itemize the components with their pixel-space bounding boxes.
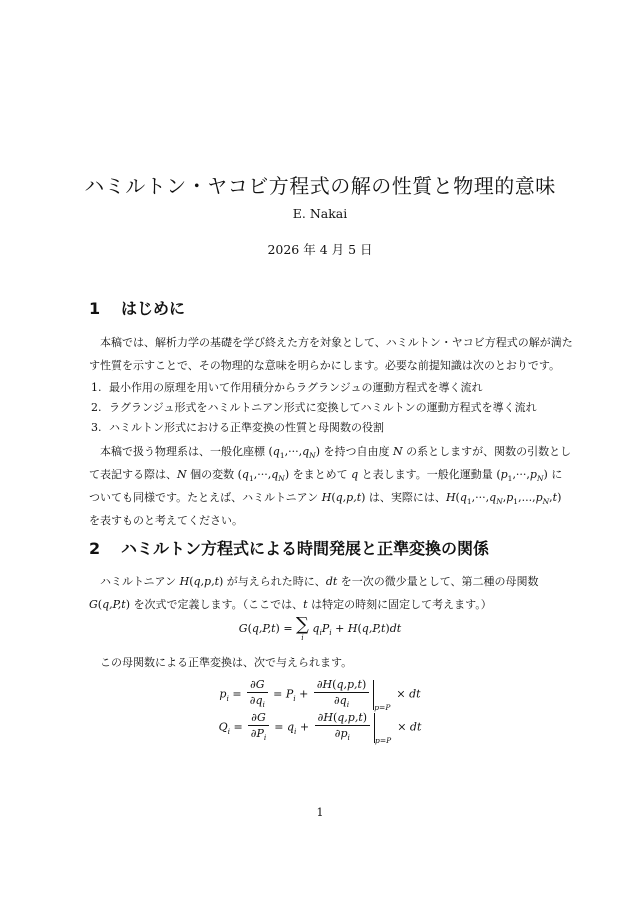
list-item: 1. 最小作用の原理を用いて作用積分からラグランジュの運動方程式を導く流れ xyxy=(91,381,483,394)
list-item: 3. ハミルトン形式における正準変換の性質と母関数の役割 xyxy=(91,421,384,434)
section-title: ハミルトン方程式による時間発展と正準変換の関係 xyxy=(121,539,490,558)
summation-symbol: ∑ i xyxy=(296,614,309,642)
paragraph-line: ハミルトニアン H(q,p,t) が与えられた時に、dt を一次の微少量として、第二種の母関数 xyxy=(100,575,539,588)
paragraph-line: 本稿では、解析力学の基礎を学び終えた方を対象として、ハミルトン・ヤコビ方程式の解が満た xyxy=(100,336,573,349)
paragraph-line: を表すものと考えてください。 xyxy=(89,514,243,527)
section-1-intro xyxy=(89,331,573,377)
section-title: はじめに xyxy=(121,299,186,318)
paper-date: 2026 年 4 月 5 日 xyxy=(267,242,373,257)
author-name: E. Nakai xyxy=(292,206,348,221)
equation-p-transform: $p_i$ = $\frac{\partial G}{\partial q_i}$ = $P_i$ + $\frac{\partial H(q,p,t)}{\partial q_i}$ $_{p=P}$× dt xyxy=(219,678,421,712)
equation-generating-function: G(q,P,t) = ∑ i $q_iP_i + H(q,P,t)dt$ xyxy=(238,614,402,642)
paragraph-line: G(q,P,t) を次式で定義します。（ここでは、t は特定の時刻に固定して考えます。） xyxy=(89,598,492,611)
section-number: 1 xyxy=(89,299,101,318)
section-2-heading xyxy=(89,536,489,559)
paragraph-line: す性質を示すことで、その物理的な意味を明らかにします。必要な前提知識は次のとおりです。 xyxy=(89,359,561,372)
paragraph-line: 本稿で扱う物理系は、一般化座標 $(q_1,\cdot\cdot\cdot,q_N)$ を持つ自由度 N の系としますが、関数の引数とし xyxy=(100,445,572,461)
section-number: 2 xyxy=(89,539,101,558)
paragraph-line: ついても同様です。たとえば、ハミルトニアン H(q,p,t) は、実際には、$H(q_1,\cdot\cdot\cdot,q_N,p_1,...,p_N,t)$ xyxy=(89,491,562,507)
paragraph-line: この母関数による正準変換は、次で与えられます。 xyxy=(100,656,353,669)
paragraph-line: て表記する際は、N 個の変数 $(q_1,\cdot\cdot\cdot,q_N)$ をまとめて q と表します。一般化運動量 $(p_1,\cdot\cdot\cdot,p_N)$ に xyxy=(89,468,563,484)
section-1-heading xyxy=(89,296,185,319)
equation-q-transform: $Q_i$ = $\frac{\partial G}{\partial P_i}$ = $q_i$ + $\frac{\partial H(q,p,t)}{\partial p_i}$ $_{p=P}$× dt xyxy=(218,711,422,745)
prerequisite-list xyxy=(89,378,559,438)
section-1-system-paragraph xyxy=(89,440,572,532)
list-item: 2. ラグランジュ形式をハミルトニアン形式に変換してハミルトンの運動方程式を導く流れ xyxy=(91,401,537,414)
page-number: 1 xyxy=(316,806,324,819)
section-2-transform-intro xyxy=(89,651,559,674)
section-2-paragraph xyxy=(89,570,559,616)
paper-title: ハミルトン・ヤコビ方程式の解の性質と物理的意味 xyxy=(84,174,556,198)
